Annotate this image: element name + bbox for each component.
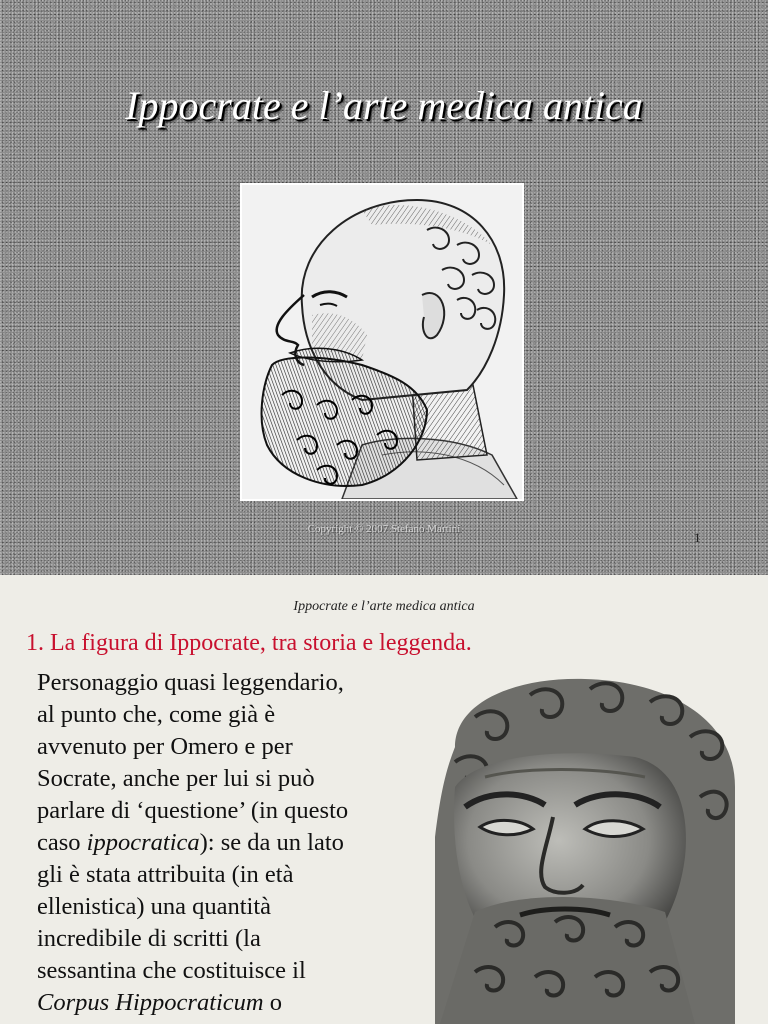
body-line: incredibile di scritti (la: [37, 925, 261, 952]
body-line: parlare di ‘questione’ (in questo: [37, 797, 349, 824]
hippocrates-bust: [435, 677, 738, 1024]
body-line: caso ippocratica): se da un lato: [37, 829, 344, 856]
body-line: Personaggio quasi leggendario,: [37, 669, 344, 696]
portrait-engraving-icon: [242, 185, 522, 499]
body-line: Socrate, anche per lui si può: [37, 765, 315, 792]
copyright-text: Copyright © 2007 Stefano Martini: [307, 523, 461, 535]
page-number: 1: [694, 530, 701, 545]
body-text: [37, 667, 437, 1019]
italic-term: Corpus Hippocraticum: [37, 989, 264, 1016]
body-line: Corpus Hippocraticum o: [37, 989, 282, 1016]
slide-title: Ippocrate e l’arte medica antica: [125, 83, 643, 128]
italic-term: ippocratica: [86, 829, 200, 856]
hippocrates-portrait: [240, 183, 524, 501]
body-line: al punto che, come già è: [37, 701, 276, 728]
section-heading: 1. La figura di Ippocrate, tra storia e leggenda.: [26, 630, 472, 656]
body-line: gli è stata attribuita (in età: [37, 861, 294, 888]
content-slide: [0, 575, 768, 1024]
body-line: ellenistica) una quantità: [37, 893, 272, 920]
marble-bust-icon: [435, 677, 738, 1024]
body-line: sessantina che costituisce il: [37, 957, 306, 984]
body-line: avvenuto per Omero e per: [37, 733, 293, 760]
slide-header: Ippocrate e l’arte medica antica: [293, 599, 475, 614]
